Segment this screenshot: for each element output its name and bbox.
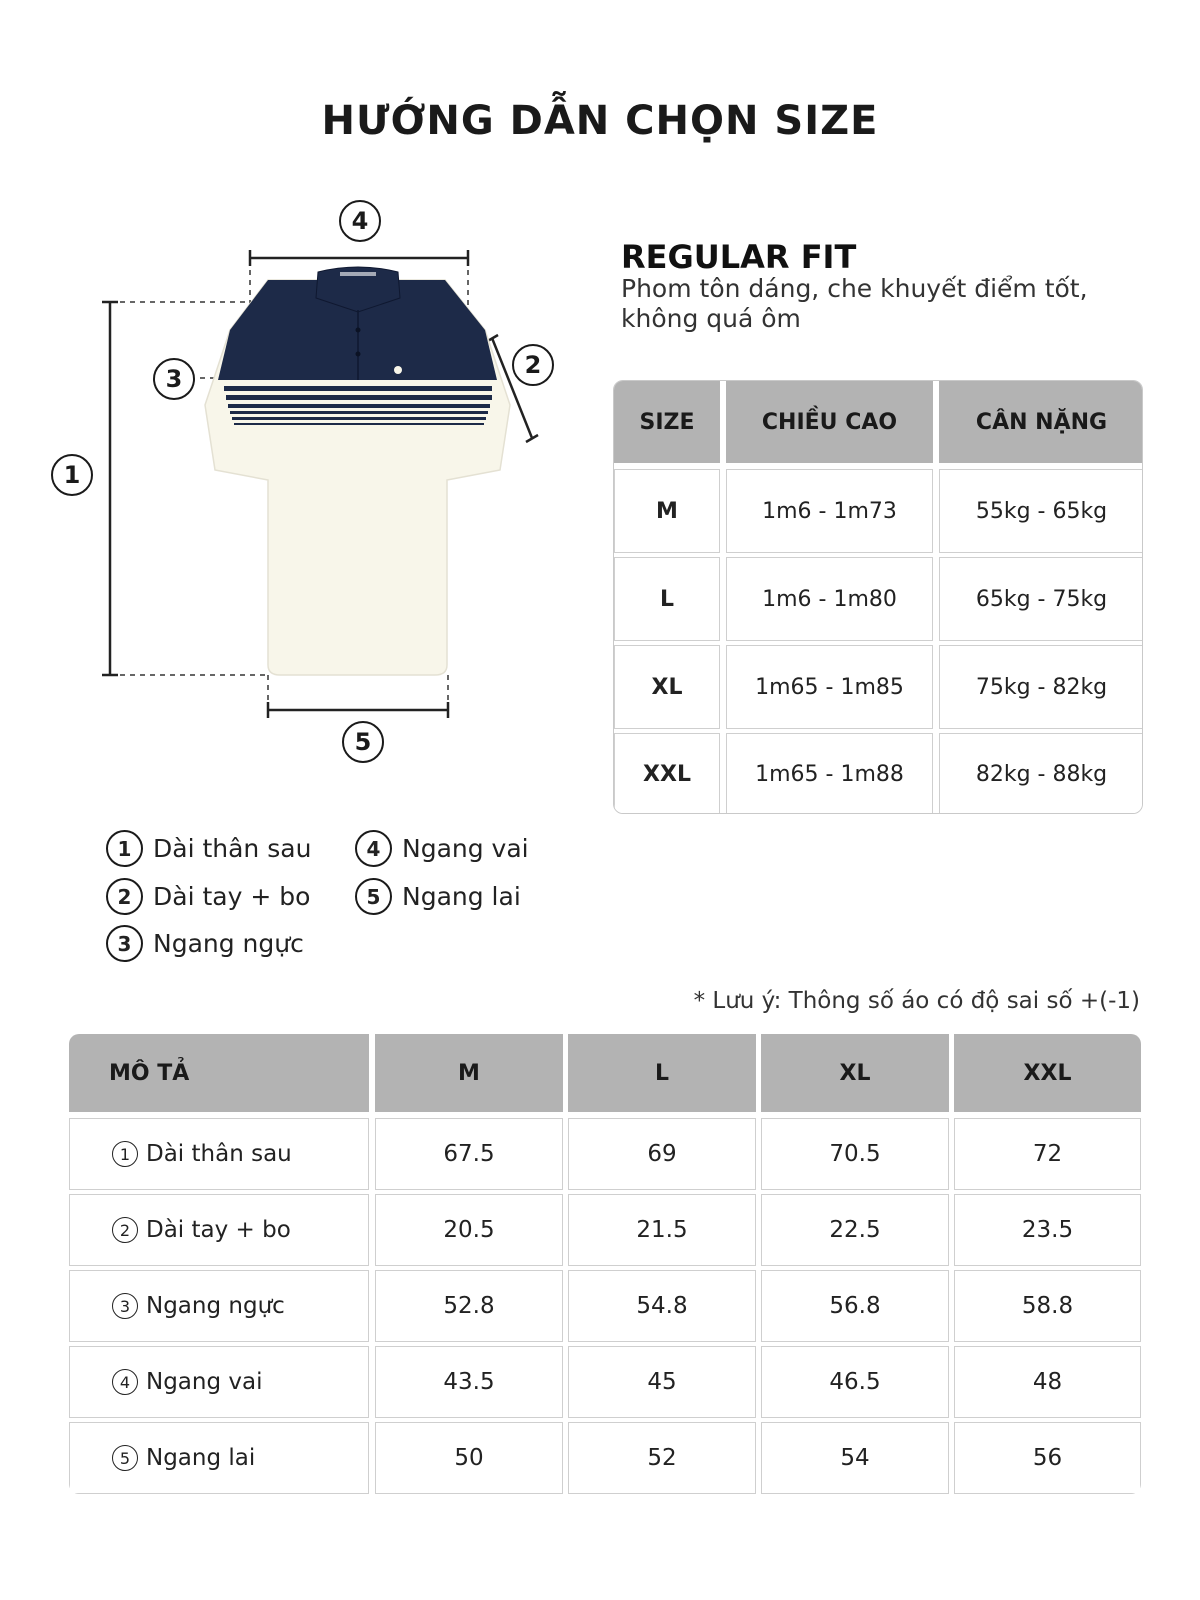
row-label: Ngang ngực [146, 1293, 285, 1319]
row-description [69, 1422, 369, 1494]
value-cell: 20.5 [375, 1194, 563, 1266]
value-cell: 56 [954, 1422, 1141, 1494]
size-cell: XXL [614, 733, 720, 814]
value-cell: 54.8 [568, 1270, 756, 1342]
value-cell: 70.5 [761, 1118, 949, 1190]
row-number: 5 [112, 1445, 138, 1471]
size-cell: XL [614, 645, 720, 729]
value-cell: 46.5 [761, 1346, 949, 1418]
legend-item [106, 925, 304, 962]
legend-label: Ngang lai [402, 882, 521, 911]
value-cell: 45 [568, 1346, 756, 1418]
value-cell: 21.5 [568, 1194, 756, 1266]
value-cell: 22.5 [761, 1194, 949, 1266]
legend-item [355, 878, 521, 915]
height-cell: 1m6 - 1m73 [726, 469, 933, 553]
value-cell: 23.5 [954, 1194, 1141, 1266]
header-size-xxl: XXL [954, 1034, 1141, 1112]
marker-4: 4 [339, 200, 381, 242]
value-cell: 56.8 [761, 1270, 949, 1342]
value-cell: 72 [954, 1118, 1141, 1190]
weight-cell: 82kg - 88kg [939, 733, 1143, 814]
tolerance-note: * Lưu ý: Thông số áo có độ sai số +(-1) [693, 988, 1140, 1014]
row-label: Ngang vai [146, 1369, 263, 1395]
row-label: Dài tay + bo [146, 1217, 291, 1243]
header-size-l: L [568, 1034, 756, 1112]
legend-number: 5 [355, 878, 392, 915]
page-title: HƯỚNG DẪN CHỌN SIZE [321, 98, 879, 144]
value-cell: 69 [568, 1118, 756, 1190]
row-description [69, 1118, 369, 1190]
size-cell: M [614, 469, 720, 553]
legend-number: 3 [106, 925, 143, 962]
fit-description: Phom tôn dáng, che khuyết điểm tốt, không quá ôm [621, 274, 1088, 333]
row-number: 4 [112, 1369, 138, 1395]
legend-label: Dài tay + bo [153, 882, 311, 911]
value-cell: 67.5 [375, 1118, 563, 1190]
header-size-xl: XL [761, 1034, 949, 1112]
marker-2: 2 [512, 344, 554, 386]
weight-cell: 75kg - 82kg [939, 645, 1143, 729]
legend-item [106, 878, 310, 915]
row-description [69, 1346, 369, 1418]
fit-title: REGULAR FIT [621, 238, 857, 276]
measurement-table [69, 1034, 1141, 1494]
value-cell: 43.5 [375, 1346, 563, 1418]
row-label: Ngang lai [146, 1445, 256, 1471]
legend-item [106, 830, 311, 867]
shirt-diagram [0, 180, 600, 780]
legend-item [355, 830, 529, 867]
size-cell: L [614, 557, 720, 641]
row-description [69, 1270, 369, 1342]
header-size-m: M [375, 1034, 563, 1112]
header-description: MÔ TẢ [69, 1034, 369, 1112]
legend-label: Ngang vai [402, 834, 529, 863]
size-table [613, 380, 1143, 814]
header-weight: CÂN NẶNG [939, 381, 1143, 463]
value-cell: 58.8 [954, 1270, 1141, 1342]
row-description [69, 1194, 369, 1266]
marker-5: 5 [342, 721, 384, 763]
height-cell: 1m6 - 1m80 [726, 557, 933, 641]
row-number: 1 [112, 1141, 138, 1167]
row-label: Dài thân sau [146, 1141, 292, 1167]
size-row [614, 645, 1143, 729]
legend-number: 2 [106, 878, 143, 915]
size-row [614, 469, 1143, 553]
row-number: 3 [112, 1293, 138, 1319]
size-row [614, 557, 1143, 641]
value-cell: 52 [568, 1422, 756, 1494]
height-cell: 1m65 - 1m88 [726, 733, 933, 814]
marker-1: 1 [51, 454, 93, 496]
size-row [614, 733, 1143, 814]
value-cell: 50 [375, 1422, 563, 1494]
header-size: SIZE [614, 381, 720, 463]
value-cell: 48 [954, 1346, 1141, 1418]
legend-number: 4 [355, 830, 392, 867]
weight-cell: 55kg - 65kg [939, 469, 1143, 553]
value-cell: 54 [761, 1422, 949, 1494]
weight-cell: 65kg - 75kg [939, 557, 1143, 641]
header-height: CHIỀU CAO [726, 381, 933, 463]
row-number: 2 [112, 1217, 138, 1243]
legend-number: 1 [106, 830, 143, 867]
marker-3: 3 [153, 358, 195, 400]
legend-label: Dài thân sau [153, 834, 312, 863]
value-cell: 52.8 [375, 1270, 563, 1342]
size-table-header [614, 381, 1143, 463]
legend-label: Ngang ngực [153, 929, 304, 958]
height-cell: 1m65 - 1m85 [726, 645, 933, 729]
